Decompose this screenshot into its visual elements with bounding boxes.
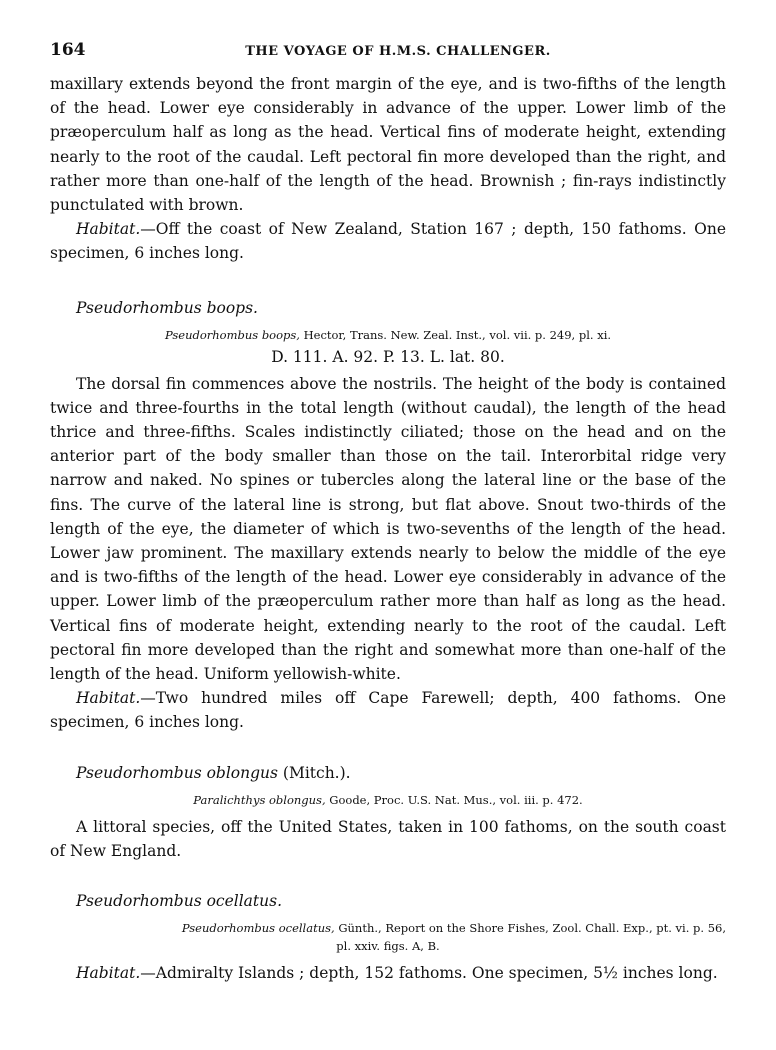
- species-heading-ocellatus: Pseudorhombus ocellatus.: [76, 892, 283, 911]
- species-name: Pseudorhombus oblongus: [76, 763, 278, 782]
- habitat-label: Habitat.: [76, 220, 141, 239]
- habitat-ocellatus: [50, 961, 726, 985]
- fin-formula: D. 111. A. 92. P. 13. L. lat. 80.: [271, 347, 505, 366]
- species-heading-oblongus: [76, 761, 726, 785]
- intro-paragraph: maxillary extends beyond the front margin of the eye, and is two-fifths of the length of the head. Lower eye considerably in advance of the upper. Lower limb of the præoperculum half as long as the head. Vertical fins of moderate height, extending nearly to the root of the caudal. Left pectoral fin more developed than the right, and rather more than one-half of the length of the head. Brownish ; fin-rays indistinctly punctulated with brown.: [50, 75, 726, 215]
- habitat-label: Habitat.: [76, 964, 141, 983]
- species-author: (Mitch.).: [277, 763, 351, 782]
- page-number: 164: [50, 40, 86, 60]
- species-heading-boops: Pseudorhombus boops.: [76, 298, 258, 317]
- description-boops: The dorsal fin commences above the nostrils. The height of the body is contained twice and three-fourths in the total length (without caudal), the length of the head thrice and three-fifths. Scales indistinctly ciliated; those on the head and on the anterior part of the body smaller than those on the tail. Interorbital ridge very narrow and naked. No spines or tubercles along the lateral line or the base of the fins. The curve of the lateral line is strong, but flat above. Snout two-thirds of the length of the eye, the diameter of which is two-sevenths of the length of the head. Lower jaw prominent. The maxillary extends nearly to below the middle of the eye and is two-fifths of the length of the head. Lower eye considerably in advance of the upper. Lower limb of the præoperculum rather more than half as long as the head. Vertical fins of moderate height, extending nearly to the root of the caudal. Left pectoral fin more developed than the right and somewhat more than one-half of the length of the head. Uniform yellowish-white.: [50, 374, 726, 684]
- reference-name: Pseudorhombus ocellatus,: [181, 921, 335, 936]
- habitat-text: —Two hundred miles off Cape Farewell; depth, 400 fathoms. One specimen, 6 inches long.: [50, 689, 726, 732]
- reference-boops: [50, 326, 726, 344]
- description-oblongus: A littoral species, off the United States, taken in 100 fathoms, on the south coast of New England.: [50, 817, 726, 860]
- reference-oblongus: [50, 791, 726, 809]
- habitat-boops: [50, 686, 726, 734]
- reference-name: Pseudorhombus boops,: [164, 327, 300, 342]
- habitat-text: —Admiralty Islands ; depth, 152 fathoms. One specimen, 5½ inches long.: [140, 964, 718, 983]
- reference-text: Günth., Report on the Shore Fishes, Zool. Chall. Exp., pt. vi. p. 56,: [334, 921, 726, 936]
- reference-name: Paralichthys oblongus,: [193, 792, 326, 807]
- page: [50, 40, 726, 985]
- reference-ocellatus-line2: pl. xxiv. figs. A, B.: [336, 939, 440, 954]
- habitat-label: Habitat.: [76, 689, 141, 708]
- reference-text: Goode, Proc. U.S. Nat. Mus., vol. iii. p. 472.: [325, 792, 583, 807]
- running-title: THE VOYAGE OF H.M.S. CHALLENGER.: [245, 44, 551, 59]
- intro-habitat: [50, 217, 726, 265]
- reference-text: Hector, Trans. New. Zeal. Inst., vol. vii. p. 249, pl. xi.: [299, 327, 612, 342]
- reference-ocellatus: [50, 919, 726, 937]
- page-header: [50, 40, 726, 60]
- habitat-text: —Off the coast of New Zealand, Station 167 ; depth, 150 fathoms. One specimen, 6 inches long.: [50, 220, 726, 263]
